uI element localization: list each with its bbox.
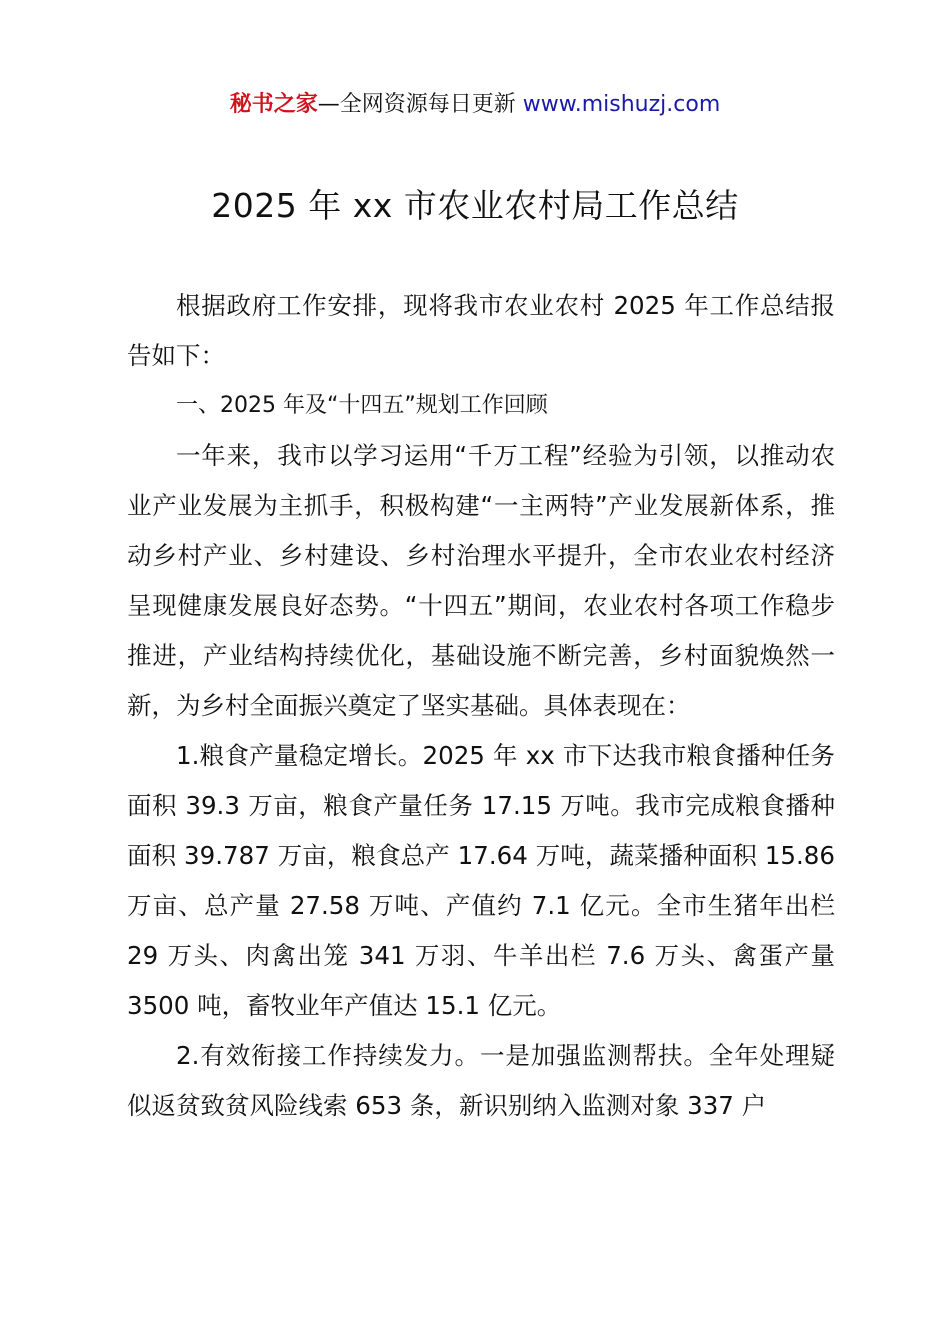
poverty-link-paragraph: 2.有效衔接工作持续发力。一是加强监测帮扶。全年处理疑似返贫致贫风险线索 653 条，新识别纳入监测对象 337 户 [127,1041,835,1120]
site-url-link[interactable]: www.mishuzj.com [522,92,721,117]
overview-paragraph: 一年来，我市以学习运用“千万工程”经验为引领，以推动农业产业发展为主抓手，积极构建“一主两特”产业发展新体系，推动乡村产业、乡村建设、乡村治理水平提升，全市农业农村经济呈现健康发展良好态势。“十四五”期间，农业农村各项工作稳步推进，产业结构持续优化，基础设施不断完善，乡村面貌焕然一新，为乡村全面振兴奠定了坚实基础。具体表现在： [127,441,835,720]
document-body [127,281,835,1131]
document-title: 2025 年 xx 市农业农村局工作总结 [211,186,739,225]
grain-output-paragraph: 1.粮食产量稳定增长。2025 年 xx 市下达我市粮食播种任务面积 39.3 万亩，粮食产量任务 17.15 万吨。我市完成粮食播种面积 39.787 万亩，粮食总产 17.64 万吨，蔬菜播种面积 15.86 万亩、总产量 27.58 万吨、产值约 7.1 亿元。全市生猪年出栏 29 万头、肉禽出笼 341 万羽、牛羊出栏 7.6 万头、禽蛋产量 3500 吨，畜牧业年产值达 15.1 亿元。 [127,741,835,1020]
header-tagline: —全网资源每日更新 [317,92,523,117]
section-heading: 一、2025 年及“十四五”规划工作回顾 [176,393,548,418]
brand-name: 秘书之家 [229,92,318,117]
intro-paragraph: 根据政府工作安排，现将我市农业农村 2025 年工作总结报告如下： [127,291,835,370]
site-header [0,88,950,122]
